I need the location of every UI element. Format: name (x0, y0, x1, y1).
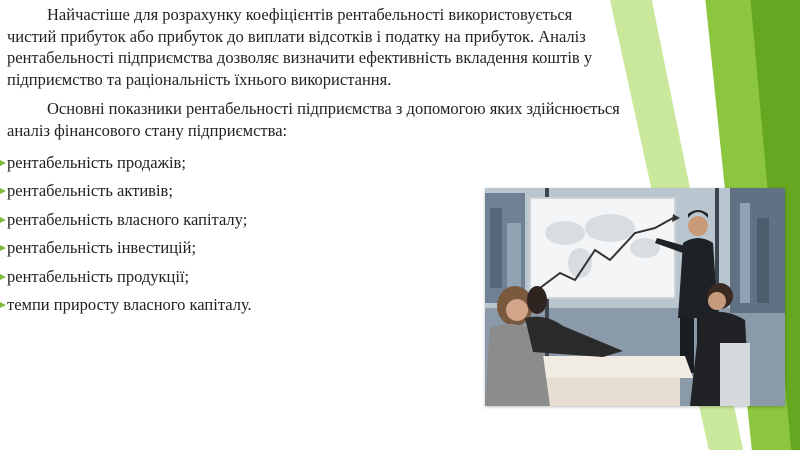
list-item (0, 149, 620, 177)
triangle-bullet-icon (0, 188, 6, 194)
list-item-text: рентабельність активів; (7, 181, 173, 201)
business-presentation-photo (485, 188, 785, 406)
triangle-bullet-icon (0, 245, 6, 251)
paragraph-indicators: Основні показники рентабельності підприємства з допомогою яких здійснюється аналіз фінансового стану підприємства: (7, 99, 620, 140)
list-item-text: рентабельність інвестицій; (7, 238, 197, 258)
triangle-bullet-icon (0, 160, 6, 166)
triangle-bullet-icon (0, 274, 6, 280)
triangle-bullet-icon (0, 302, 6, 308)
paragraph-intro: Найчастіше для розрахунку коефіцієнтів рентабельності використовується чистий прибуток або прибуток до виплати відсотків і податку на прибуток. Аналіз рентабельності підприємства дозволяє визначити ефективність вкладення коштів у підприємство та раціональність їхнього використання. (7, 5, 593, 89)
list-item-text: рентабельність продукції; (7, 266, 190, 286)
triangle-bullet-icon (0, 217, 6, 223)
list-item-text: темпи приросту власного капіталу. (7, 294, 252, 314)
list-item-text: рентабельність продажів; (7, 153, 186, 172)
list-item-text: рентабельність власного капіталу; (7, 209, 248, 229)
